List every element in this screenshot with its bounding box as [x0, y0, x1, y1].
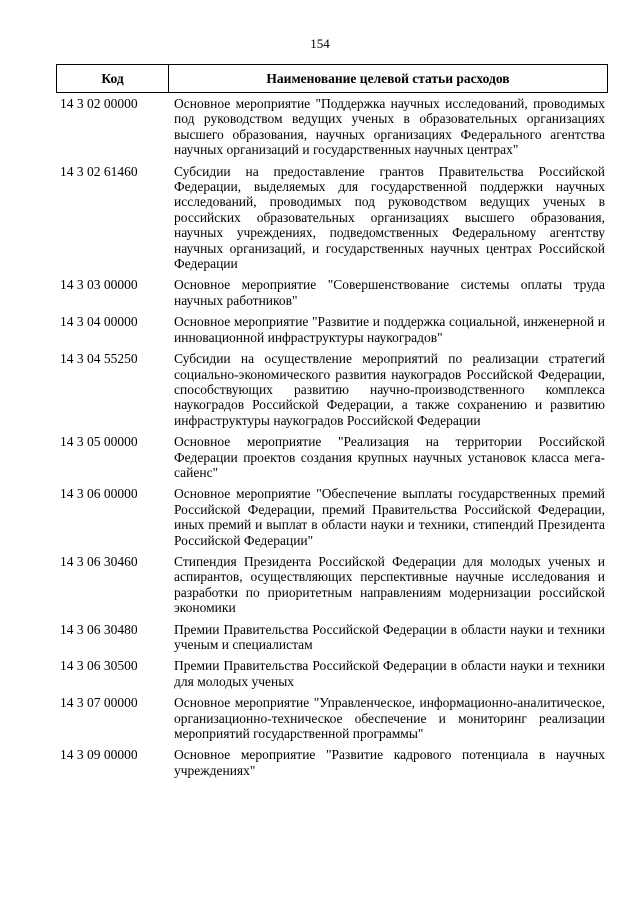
row-code: 14 3 02 61460 [60, 163, 138, 179]
row-name: Основное мероприятие "Совершенствование системы оплаты труда научных работников" [174, 277, 605, 308]
table-row [60, 554, 605, 616]
row-code: 14 3 07 00000 [60, 695, 138, 711]
header-code: Код [57, 65, 169, 92]
row-name: Субсидии на предоставление грантов Правительства Российской Федерации, выделяемых для государственной поддержки научных исследований, проводимых под руководством ведущих ученых в российских образовательных организациях высшего образования, научных учреждениях, подведомственных Федеральному агентству научных организаций, и государственных научных центрах Российской Федерации [174, 163, 605, 272]
table-row [60, 747, 605, 778]
row-code: 14 3 06 30480 [60, 621, 138, 637]
row-name: Основное мероприятие "Реализация на территории Российской Федерации проектов создания крупных научных установок класса мега-сайенс" [174, 434, 605, 480]
row-code: 14 3 05 00000 [60, 434, 138, 450]
row-code: 14 3 04 00000 [60, 314, 138, 330]
row-code: 14 3 02 00000 [60, 96, 138, 111]
table-row [60, 486, 605, 548]
table-header [56, 64, 608, 93]
row-name: Основное мероприятие "Развитие и поддержка социальной, инженерной и инновационной инфраструктуры наукоградов" [174, 314, 605, 345]
row-code: 14 3 06 00000 [60, 486, 138, 502]
row-name: Основное мероприятие "Обеспечение выплаты государственных премий Российской Федерации, премий Правительства Российской Федерации, иных премий и выплат в области науки и техники, стипендий Президента Российской Федерации" [174, 486, 605, 548]
row-name: Основное мероприятие "Управленческое, информационно-аналитическое, организационно-техническое обеспечение и мониторинг реализации мероприятий государственной программы" [174, 695, 605, 742]
table-row [60, 434, 605, 480]
header-name: Наименование целевой статьи расходов [266, 70, 510, 86]
row-name: Субсидии на осуществление мероприятий по реализации стратегий социально-экономического развития наукоградов Российской Федерации, способствующих развитию научно-производственного комплекса наукоградов Российской Федерации, а также сохранению и развитию инфраструктуры наукоградов Российской Федерации [174, 351, 605, 428]
table-body [60, 96, 605, 784]
table-row [60, 622, 605, 653]
table-row [60, 277, 605, 308]
row-code: 14 3 03 00000 [60, 277, 138, 293]
row-code: 14 3 06 30500 [60, 658, 138, 674]
row-name: Основное мероприятие "Поддержка научных исследований, проводимых под руководством ведущих ученых в образовательных организациях высшего образования, научных организациях Федерального агентства научных организаций и государственных научных центрах" [174, 96, 605, 158]
table-row [60, 351, 605, 428]
table-row [60, 658, 605, 689]
row-code: 14 3 09 00000 [60, 747, 138, 763]
page-number: 154 [310, 36, 330, 51]
table-row [60, 695, 605, 741]
row-name: Основное мероприятие "Развитие кадрового потенциала в научных учреждениях" [174, 747, 605, 778]
row-name: Премии Правительства Российской Федерации в области науки и техники ученым и специалистам [174, 621, 605, 652]
row-code: 14 3 04 55250 [60, 351, 138, 367]
table-row [60, 314, 605, 345]
table-row [60, 96, 605, 158]
row-name: Стипендия Президента Российской Федерации для молодых ученых и аспирантов, осуществляющих перспективные научные исследования и разработки по приоритетным направлениям модернизации российской экономики [174, 553, 605, 616]
row-code: 14 3 06 30460 [60, 553, 138, 569]
table-row [60, 164, 605, 272]
row-name: Премии Правительства Российской Федерации в области науки и техники для молодых ученых [174, 658, 605, 689]
